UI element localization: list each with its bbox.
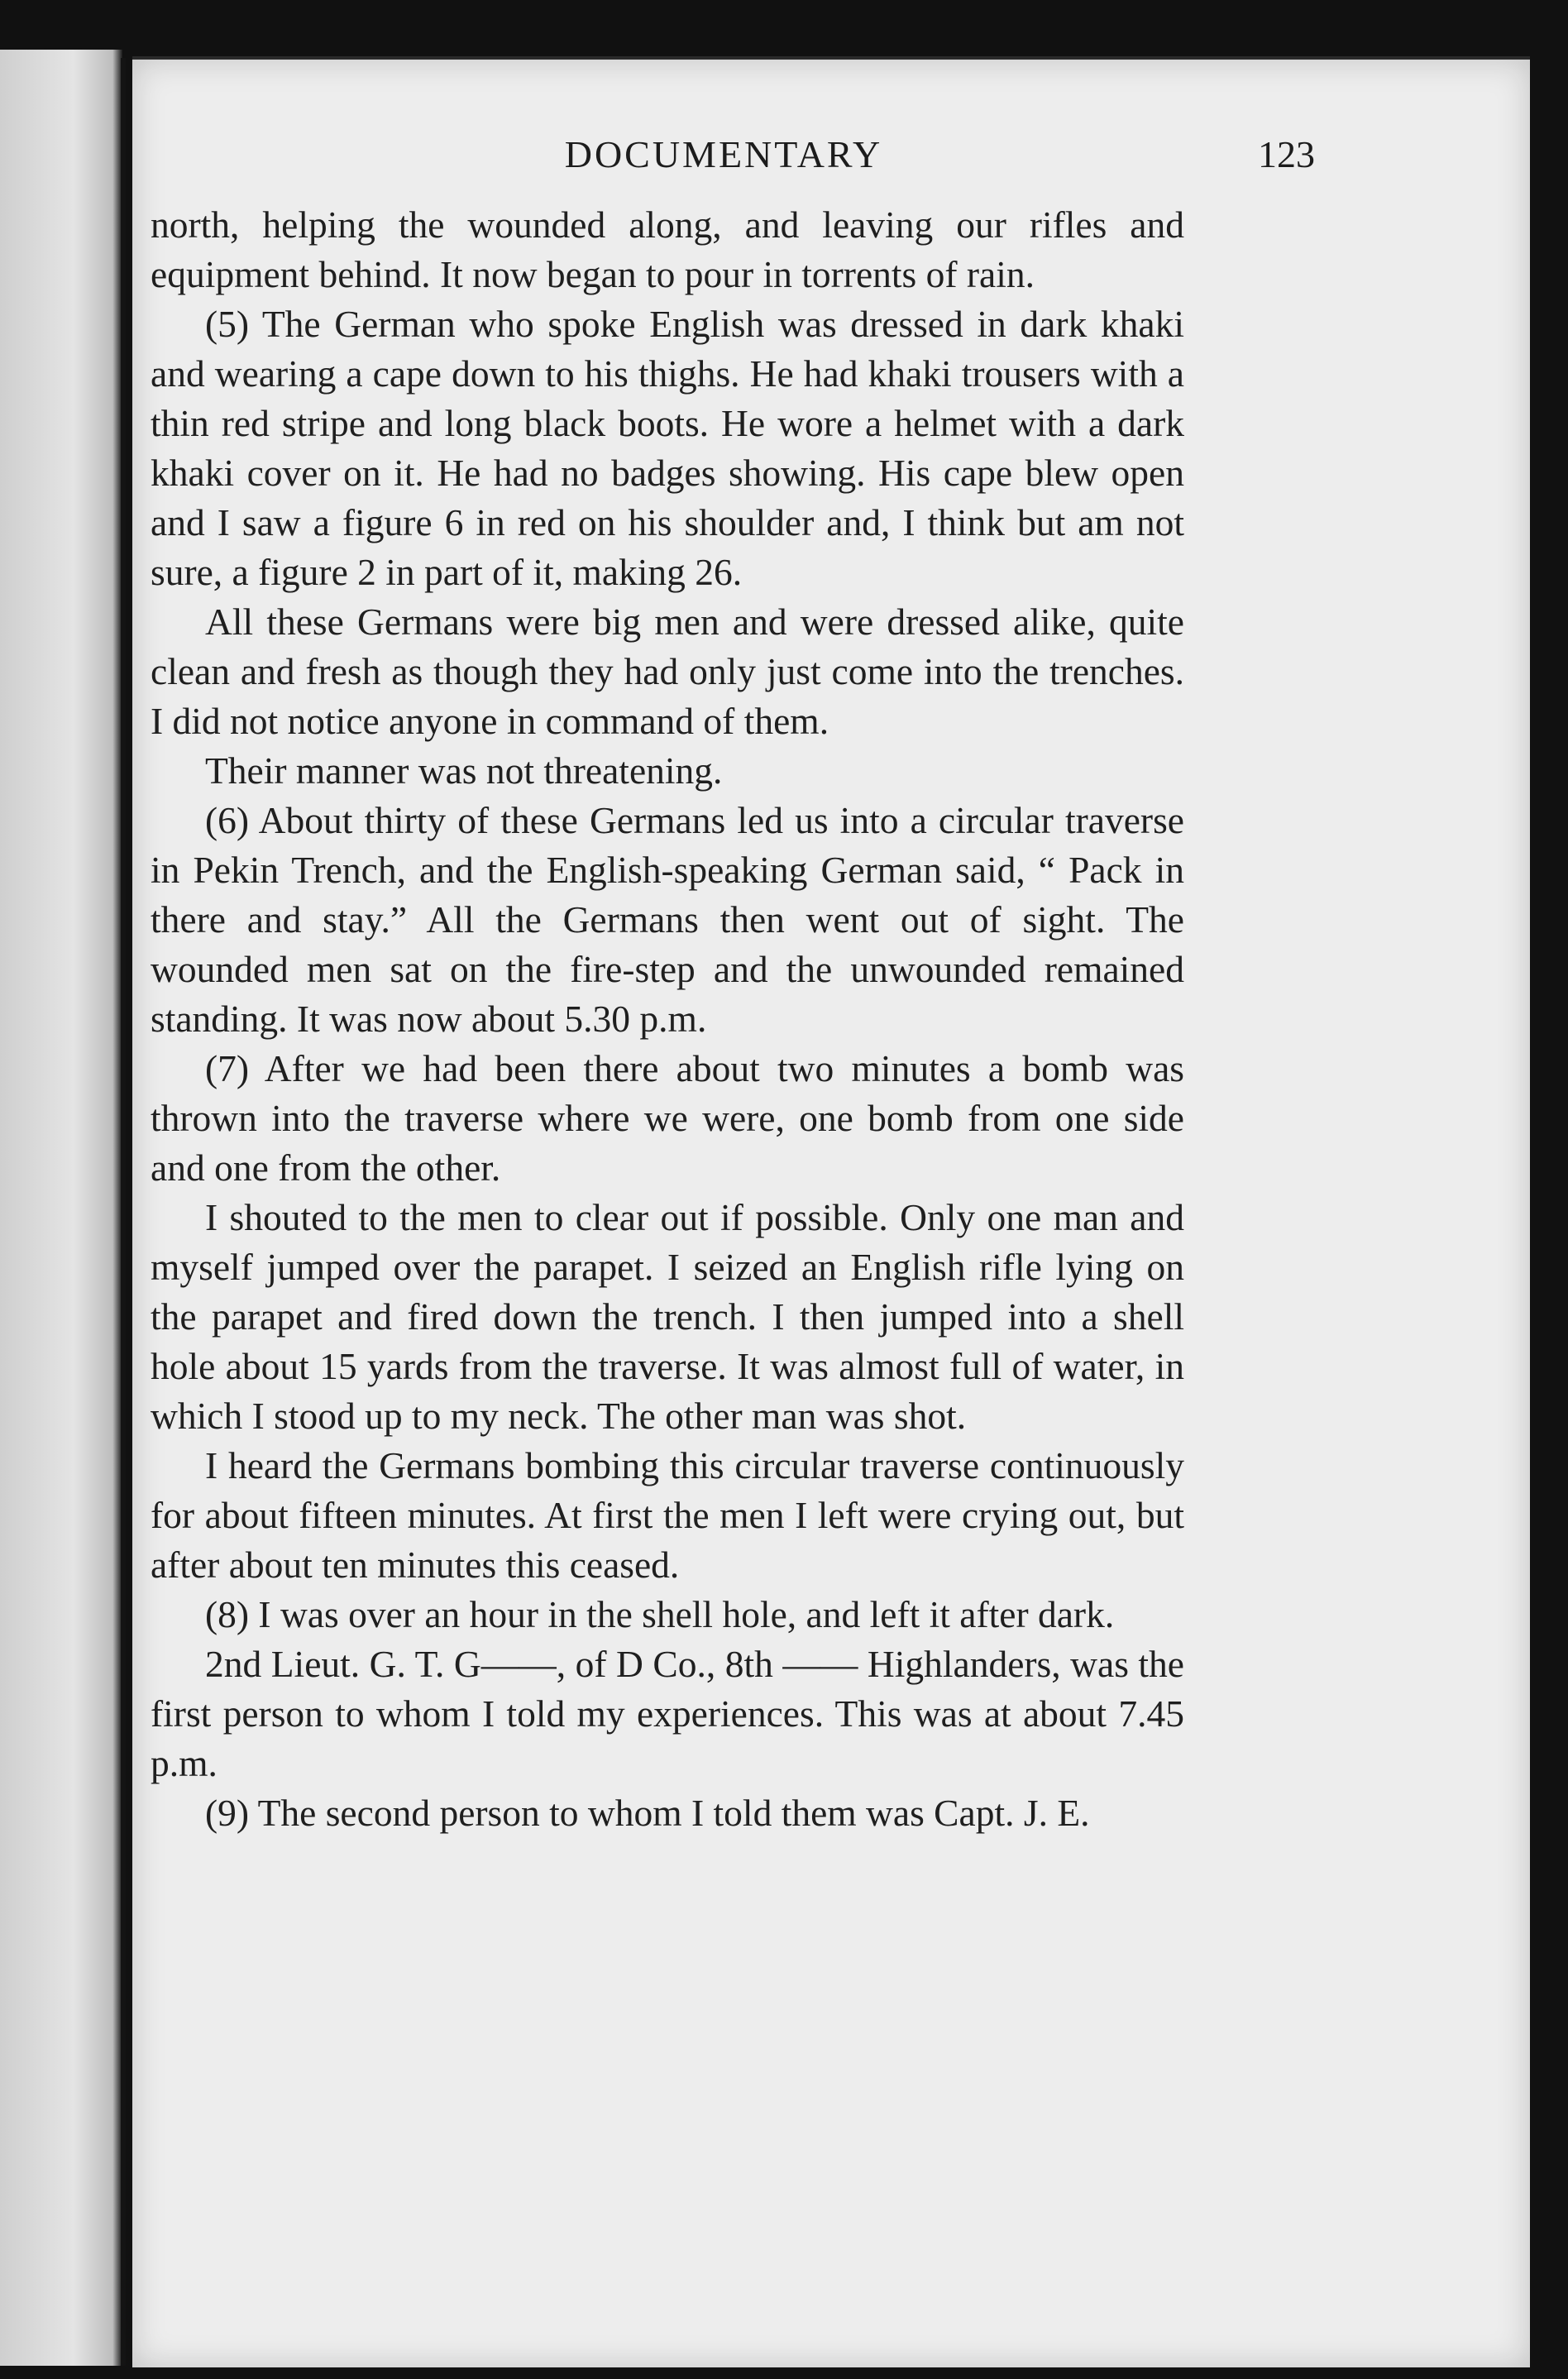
gutter-line [121,58,126,2366]
paragraph: All these Germans were big men and were dressed alike, quite clean and fresh as though they had only just come into the trenches. I did not notice anyone in command of them. [151,601,1184,742]
paragraph: (5) The German who spoke English was dressed in dark khaki and wearing a cape down to his thighs. He had khaki trousers with a thin red stripe and long black boots. He wore a helmet with a dark khaki cover on it. He had no badges showing. His cape blew open and I saw a figure 6 in red on his shoulder and, I think but am not sure, a figure 2 in part of it, making 26. [151,303,1184,593]
page-number: 123 [1258,133,1315,175]
left-page-edge [0,50,122,2366]
paragraph: Their manner was not threatening. [205,749,723,792]
body-text [151,200,1184,1838]
paragraph: (6) About thirty of these Germans led us into a circular traverse in Pekin Trench, and the English-speaking German said, “ Pack in there and stay.” All the Germans then went out of sight. The wounded men sat on the fire-step and the unwounded remained standing. It was now about 5.30 p.m. [151,799,1184,1040]
paragraph: (8) I was over an hour in the shell hole, and left it after dark. [205,1593,1115,1635]
paragraph: I shouted to the men to clear out if possible. Only one man and myself jumped over the parapet. I seized an English rifle lying on the parapet and fired down the trench. I then jumped into a shell hole about 15 yards from the traverse. It was almost full of water, in which I stood up to my neck. The other man was shot. [151,1196,1184,1437]
running-head [157,132,1315,199]
paragraph: (9) The second person to whom I told them was Capt. J. E. [205,1792,1090,1834]
paragraph: 2nd Lieut. G. T. G——, of D Co., 8th —— Highlanders, was the first person to whom I told my experiences. This was at about 7.45 p.m. [151,1643,1184,1784]
paragraph: north, helping the wounded along, and leaving our rifles and equipment behind. It now began to pour in torrents of rain. [151,203,1184,295]
paragraph: I heard the Germans bombing this circular traverse continuously for about fifteen minutes. At first the men I left were crying out, but after about ten minutes this ceased. [151,1444,1184,1586]
paragraph: (7) After we had been there about two minutes a bomb was thrown into the traverse where we were, one bomb from one side and one from the other. [151,1047,1184,1189]
running-title: DOCUMENTARY [564,133,883,175]
